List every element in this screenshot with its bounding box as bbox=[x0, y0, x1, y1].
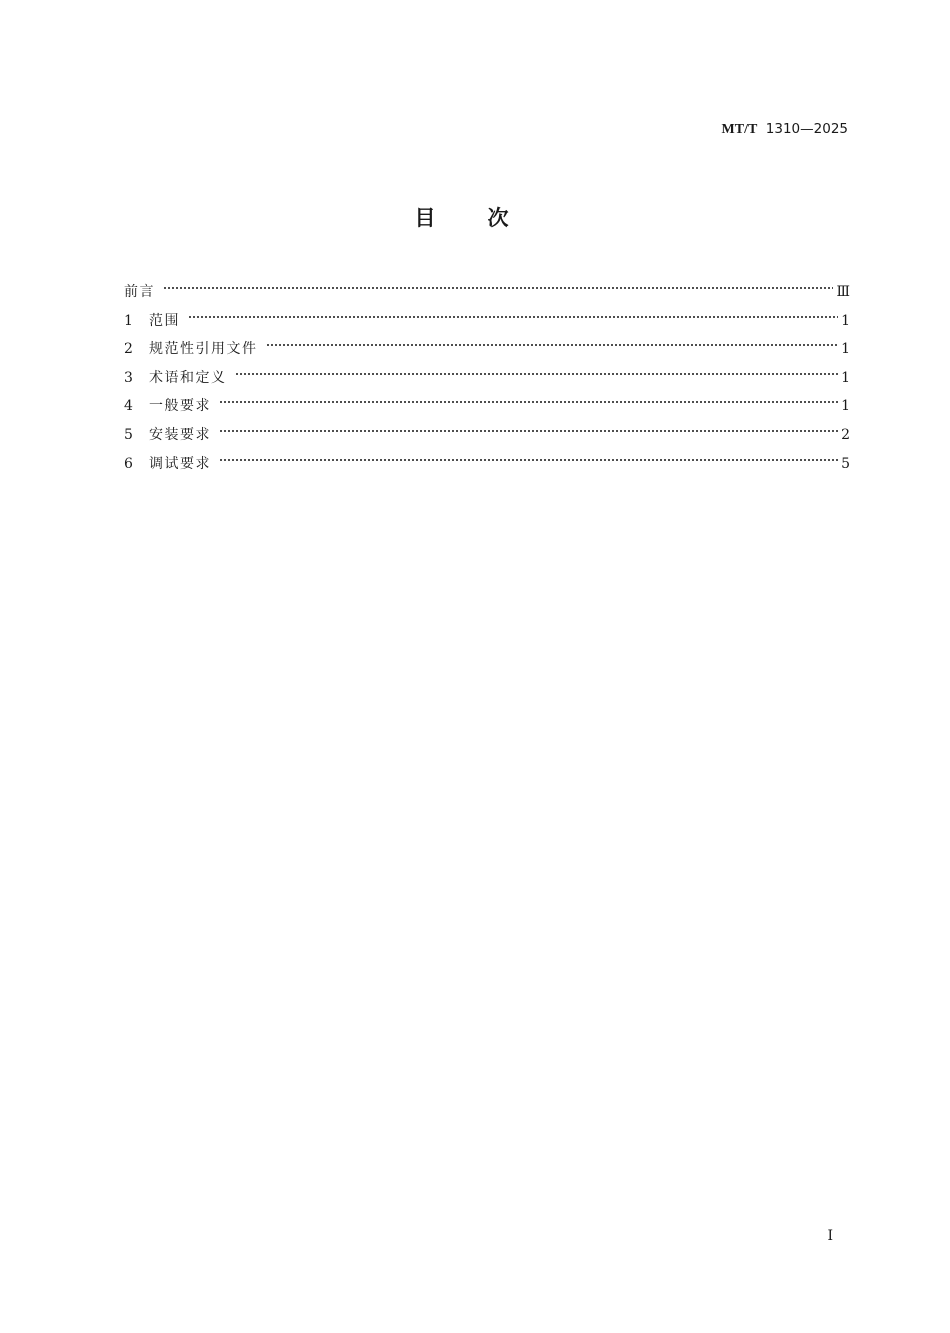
toc-entry-label: 范围 bbox=[149, 312, 180, 329]
toc-entry-number: 3 bbox=[124, 369, 133, 386]
toc-dot-leader bbox=[219, 398, 838, 406]
toc-entry-label: 调试要求 bbox=[149, 455, 211, 472]
toc-entry-label: 一般要求 bbox=[149, 398, 211, 415]
toc-entry-number: 2 bbox=[124, 341, 133, 358]
toc-entry-number: 1 bbox=[124, 312, 133, 329]
toc-title: 目次 bbox=[414, 206, 561, 230]
toc-entry-label: 前言 bbox=[124, 284, 155, 300]
standard-code: 1310—2025 bbox=[765, 121, 848, 137]
toc-entry-page: 5 bbox=[841, 455, 850, 472]
toc-dot-leader bbox=[235, 370, 839, 378]
toc-entry-label: 规范性引用文件 bbox=[149, 341, 258, 358]
toc-entry-scope[interactable] bbox=[124, 309, 850, 338]
toc-dot-leader bbox=[219, 456, 838, 464]
toc-dot-leader bbox=[219, 427, 838, 435]
toc-entry-terms-definitions[interactable] bbox=[124, 366, 850, 395]
toc-entry-page: 1 bbox=[841, 312, 850, 329]
toc-entry-page: Ⅲ bbox=[836, 284, 850, 300]
toc-dot-leader bbox=[266, 341, 839, 349]
toc-entry-number: 6 bbox=[124, 455, 133, 472]
toc-entry-number: 5 bbox=[124, 426, 133, 443]
toc-entry-label: 安装要求 bbox=[149, 426, 211, 443]
toc-entry-commissioning-requirements[interactable] bbox=[124, 452, 850, 481]
toc-entry-page: 2 bbox=[841, 426, 850, 443]
toc-dot-leader bbox=[188, 313, 838, 321]
toc-entry-page: 1 bbox=[841, 369, 850, 386]
toc-dot-leader bbox=[163, 284, 833, 292]
toc-entry-label: 术语和定义 bbox=[149, 369, 227, 386]
page-number: I bbox=[827, 1228, 833, 1244]
standard-prefix: MT/T bbox=[721, 122, 758, 137]
toc-entry-general-requirements[interactable] bbox=[124, 394, 850, 423]
toc-entry-page: 1 bbox=[841, 398, 850, 415]
standard-number bbox=[722, 121, 848, 138]
toc-entry-foreword[interactable] bbox=[124, 280, 850, 309]
toc-entry-normative-references[interactable] bbox=[124, 337, 850, 366]
toc-entry-installation-requirements[interactable] bbox=[124, 423, 850, 452]
toc-list bbox=[124, 280, 850, 480]
toc-entry-page: 1 bbox=[841, 341, 850, 358]
toc-entry-number: 4 bbox=[124, 398, 133, 415]
